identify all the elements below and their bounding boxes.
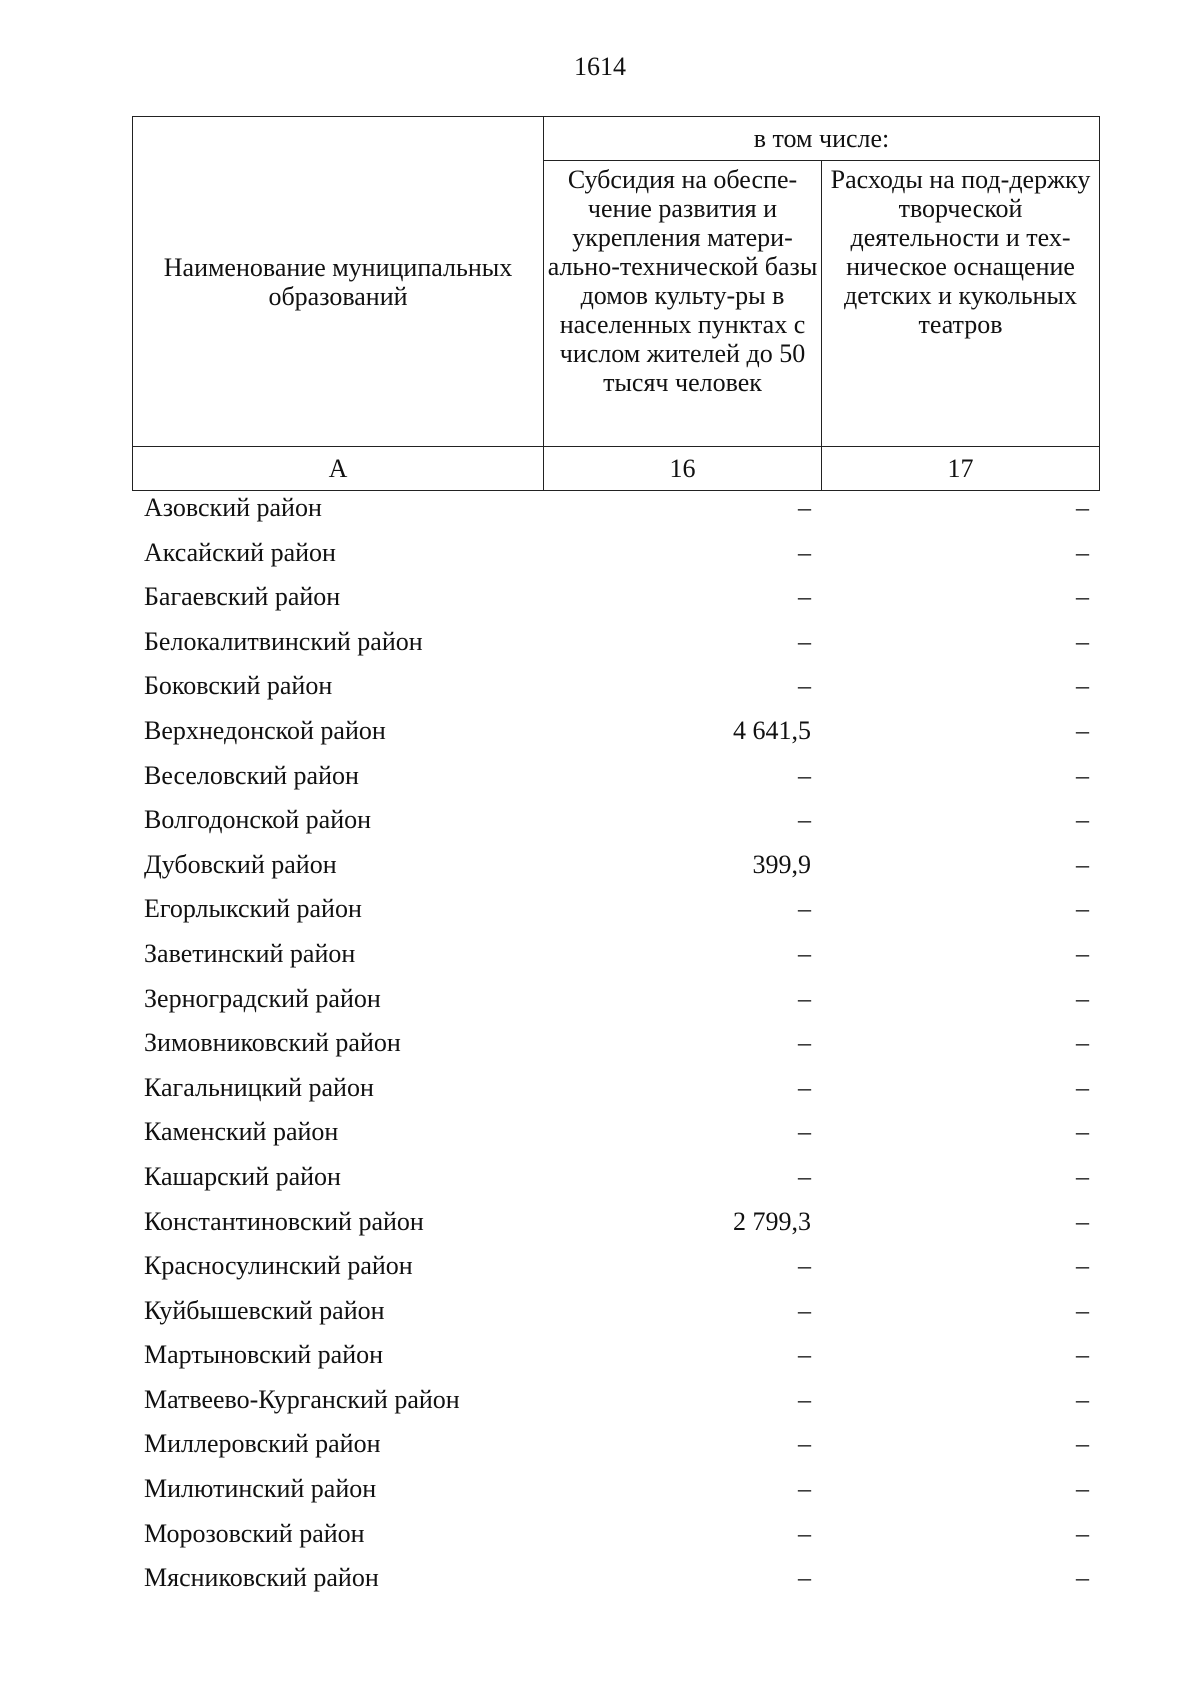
value-column-16: – <box>798 493 811 522</box>
municipality-name: Зимовниковский район <box>144 1028 401 1058</box>
municipality-name: Веселовский район <box>144 760 359 790</box>
header-name-column: Наименование муниципальных образований <box>133 117 544 447</box>
municipality-name: Кашарский район <box>144 1161 341 1191</box>
value-column-16: – <box>798 582 811 612</box>
value-column-17: – <box>1076 1384 1089 1414</box>
value-column-17: – <box>1076 715 1089 745</box>
header-index-17: 17 <box>822 447 1100 491</box>
value-column-16: – <box>798 760 811 790</box>
value-column-16: – <box>798 1474 811 1504</box>
value-column-16: – <box>798 1429 811 1459</box>
value-column-17: – <box>1076 1206 1089 1236</box>
value-column-16: – <box>798 938 811 968</box>
municipality-name: Заветинский район <box>144 938 356 968</box>
municipality-name: Азовский район <box>144 493 322 522</box>
value-column-16: – <box>798 894 811 924</box>
table-row <box>132 1110 1099 1155</box>
municipality-name: Мартыновский район <box>144 1340 384 1370</box>
value-column-16: – <box>798 1072 811 1102</box>
value-column-16: – <box>798 1117 811 1147</box>
value-column-17: – <box>1076 1474 1089 1504</box>
header-index-16: 16 <box>544 447 822 491</box>
value-column-17: – <box>1076 1295 1089 1325</box>
value-column-17: – <box>1076 1518 1089 1548</box>
table-row <box>132 1422 1099 1467</box>
value-column-16: 4 641,5 <box>733 715 811 745</box>
value-column-16: – <box>798 1295 811 1325</box>
table-row <box>132 664 1099 709</box>
value-column-16: – <box>798 1028 811 1058</box>
value-column-16: – <box>798 671 811 701</box>
value-column-17: – <box>1076 582 1089 612</box>
header-index-name: А <box>133 447 544 491</box>
municipality-name: Верхнедонской район <box>144 715 386 745</box>
header-column-17: Расходы на под-держку творческой деятельности и тех-ническое оснащение детских и кукольных театров <box>822 161 1100 447</box>
value-column-17: – <box>1076 1563 1089 1593</box>
table-row <box>132 977 1099 1022</box>
value-column-16: – <box>798 1251 811 1281</box>
table-row <box>132 1066 1099 1111</box>
value-column-16: – <box>798 537 811 567</box>
header-group-label: в том числе: <box>544 117 1100 161</box>
table-row <box>132 754 1099 799</box>
value-column-17: – <box>1076 938 1089 968</box>
table-row <box>132 620 1099 665</box>
value-column-16: 2 799,3 <box>733 1206 811 1236</box>
table-row <box>132 887 1099 932</box>
table-row <box>132 843 1099 888</box>
municipality-name: Морозовский район <box>144 1518 365 1548</box>
value-column-17: – <box>1076 1251 1089 1281</box>
municipality-name: Аксайский район <box>144 537 336 567</box>
municipality-name: Красносулинский район <box>144 1251 413 1281</box>
table-row <box>132 1244 1099 1289</box>
header-column-16: Субсидия на обеспе-чение развития и укрепления матери-ально-технической базы домов культу-ры в населенных пунктах с числом жителей до 50 тысяч человек <box>544 161 822 447</box>
municipality-name: Багаевский район <box>144 582 341 612</box>
municipality-name: Дубовский район <box>144 849 337 879</box>
value-column-16: – <box>798 626 811 656</box>
table-header <box>132 116 1100 491</box>
value-column-16: – <box>798 983 811 1013</box>
table-row <box>132 932 1099 977</box>
value-column-16: 399,9 <box>752 849 811 879</box>
municipality-name: Каменский район <box>144 1117 339 1147</box>
municipality-name: Миллеровский район <box>144 1429 381 1459</box>
table-row <box>132 1512 1099 1557</box>
value-column-17: – <box>1076 760 1089 790</box>
municipality-name: Боковский район <box>144 671 333 701</box>
table-row <box>132 1289 1099 1334</box>
municipality-name: Матвеево-Курганский район <box>144 1384 460 1414</box>
municipality-name: Мясниковский район <box>144 1563 379 1593</box>
value-column-17: – <box>1076 671 1089 701</box>
table-row <box>132 1333 1099 1378</box>
value-column-17: – <box>1076 1028 1089 1058</box>
value-column-17: – <box>1076 1340 1089 1370</box>
table-row <box>132 575 1099 620</box>
value-column-17: – <box>1076 1429 1089 1459</box>
municipality-name: Белокалитвинский район <box>144 626 423 656</box>
value-column-16: – <box>798 1518 811 1548</box>
value-column-17: – <box>1076 1161 1089 1191</box>
table-row <box>132 1155 1099 1200</box>
table-row <box>132 709 1099 754</box>
value-column-16: – <box>798 1161 811 1191</box>
value-column-17: – <box>1076 1117 1089 1147</box>
municipality-name: Зерноградский район <box>144 983 381 1013</box>
municipality-name: Егорлыкский район <box>144 894 362 924</box>
table-row <box>132 798 1099 843</box>
value-column-16: – <box>798 1384 811 1414</box>
value-column-17: – <box>1076 537 1089 567</box>
value-column-17: – <box>1076 493 1089 522</box>
value-column-17: – <box>1076 626 1089 656</box>
table-row <box>132 486 1099 531</box>
municipality-name: Кагальницкий район <box>144 1072 374 1102</box>
value-column-16: – <box>798 1340 811 1370</box>
value-column-17: – <box>1076 983 1089 1013</box>
table-row <box>132 1467 1099 1512</box>
page-number: 1614 <box>574 52 626 81</box>
table-body <box>132 486 1099 1601</box>
table-row <box>132 531 1099 576</box>
value-column-17: – <box>1076 805 1089 835</box>
table-row <box>132 1556 1099 1601</box>
table-row <box>132 1021 1099 1066</box>
table-row <box>132 1200 1099 1245</box>
value-column-17: – <box>1076 1072 1089 1102</box>
municipality-name: Милютинский район <box>144 1474 377 1504</box>
municipality-name: Куйбышевский район <box>144 1295 385 1325</box>
municipality-name: Волгодонской район <box>144 805 372 835</box>
value-column-16: – <box>798 1563 811 1593</box>
value-column-17: – <box>1076 894 1089 924</box>
table-row <box>132 1378 1099 1423</box>
municipality-name: Константиновский район <box>144 1206 424 1236</box>
value-column-17: – <box>1076 849 1089 879</box>
value-column-16: – <box>798 805 811 835</box>
